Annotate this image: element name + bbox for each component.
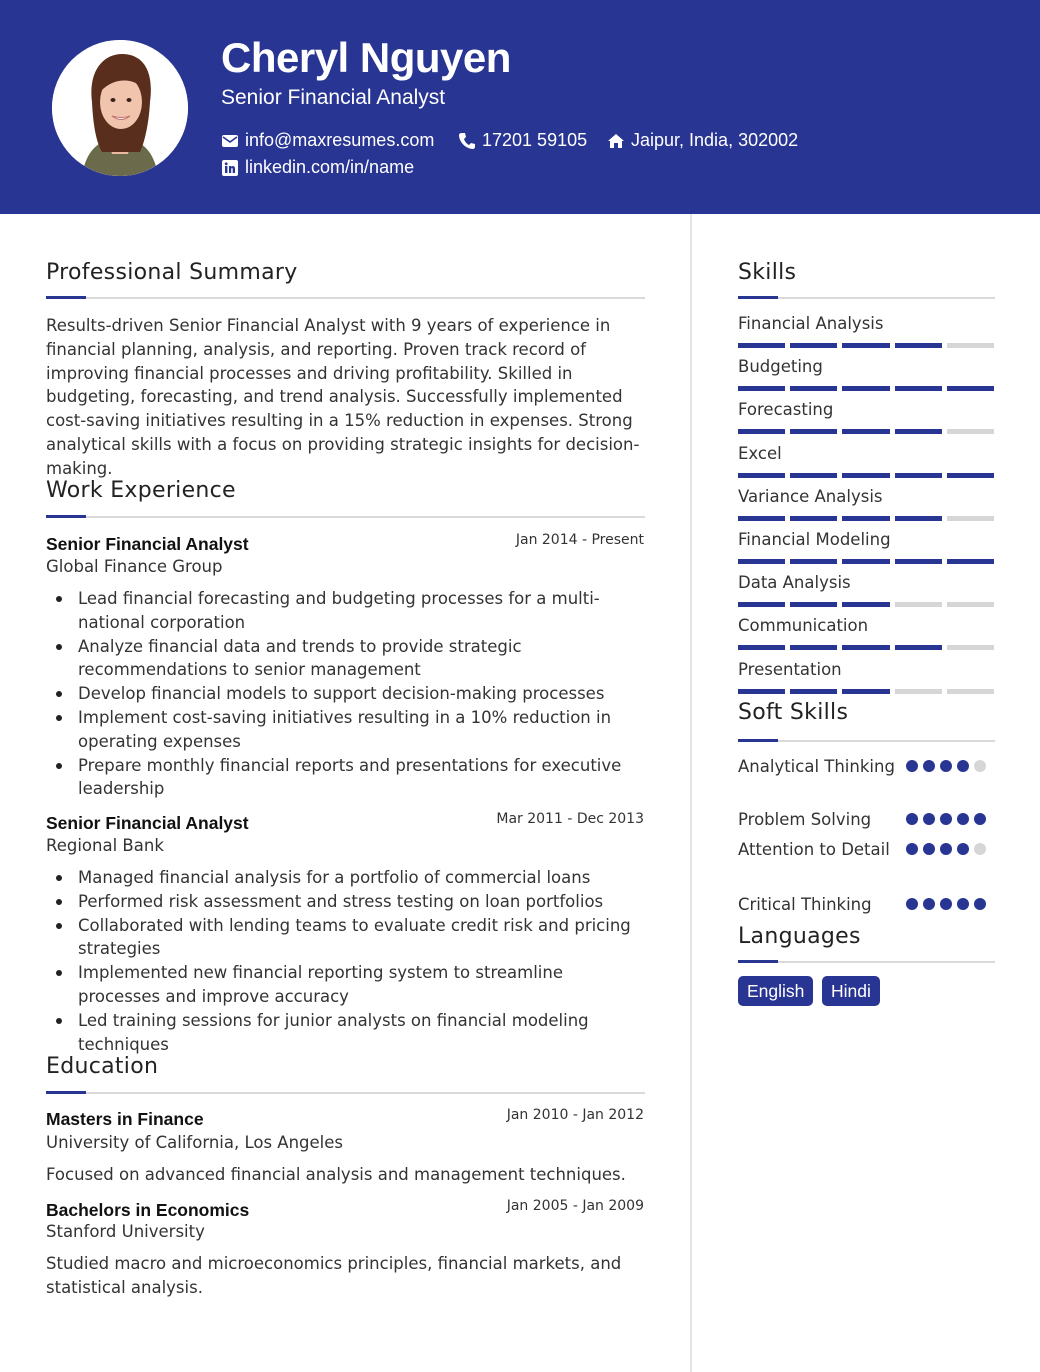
contact-location (607, 130, 798, 151)
skill-bar-segment (738, 473, 785, 478)
soft-skills-heading: Soft Skills (738, 700, 849, 725)
soft-skill-rating (906, 760, 986, 772)
skill-bar-segment (738, 429, 785, 434)
job-2-title: Senior Financial Analyst (46, 813, 249, 833)
skill-name: Excel (738, 443, 782, 463)
email-text: info@maxresumes.com (245, 130, 435, 150)
edu-2-desc: Studied macro and microeconomics principles, financial markets, and statistical analysis. (46, 1254, 622, 1297)
rating-dot (974, 760, 986, 772)
linkedin-icon (221, 159, 239, 177)
skill-bar-segment (790, 602, 837, 607)
contact-linkedin[interactable] (221, 157, 414, 178)
languages-heading: Languages (738, 924, 861, 949)
soft-skill-name: Critical Thinking (738, 895, 872, 914)
edu-2-date: Jan 2005 - Jan 2009 (506, 1198, 644, 1214)
skill-level-bar (738, 473, 994, 478)
experience-rule (46, 516, 645, 518)
soft-skill-rating (906, 898, 986, 910)
skill-bar-segment (738, 559, 785, 564)
list-item: Collaborated with lending teams to evaluate credit risk and pricing strategies (78, 914, 638, 962)
rating-dot (957, 843, 969, 855)
skill-bar-segment (947, 516, 994, 521)
skill-bar-segment (842, 473, 889, 478)
soft-skill-name: Problem Solving (738, 810, 872, 829)
skill-bar-segment (895, 645, 942, 650)
rating-dot (974, 843, 986, 855)
skill-bar-segment (842, 516, 889, 521)
location-text: Jaipur, India, 302002 (631, 130, 799, 150)
rating-dot (940, 813, 952, 825)
skill-name: Communication (738, 616, 869, 636)
skill-bar-segment (790, 386, 837, 391)
soft-skill-name: Analytical Thinking (738, 757, 895, 776)
skills-rule (738, 297, 995, 299)
phone-icon (458, 132, 476, 150)
soft-skill-name: Attention to Detail (738, 840, 890, 859)
experience-heading: Work Experience (46, 478, 236, 503)
education-rule (46, 1092, 645, 1094)
list-item: Implement cost-saving initiatives resulting in a 10% reduction in operating expenses (78, 706, 638, 754)
job-2-date: Mar 2011 - Dec 2013 (496, 811, 644, 827)
summary-text: Results-driven Senior Financial Analyst with 9 years of experience in financial planning, analysis, and reporting. Proven track record of improving financial processes and driving profitability. Skilled in budgeting, forecasting, and trend analysis. Successfully implemented cost-saving initiatives resulting in a 15% reduction in expenses. Strong analytical skills with a focus on providing strategic insights for decision-making. (46, 316, 640, 478)
linkedin-text: linkedin.com/in/name (245, 157, 415, 177)
rating-dot (974, 898, 986, 910)
edu-1-school: University of California, Los Angeles (46, 1133, 344, 1152)
skill-bar-segment (738, 645, 785, 650)
skill-name: Data Analysis (738, 573, 851, 593)
skill-bar-segment (947, 602, 994, 607)
edu-1-desc: Focused on advanced financial analysis and management techniques. (46, 1165, 626, 1184)
job-1-title: Senior Financial Analyst (46, 534, 249, 554)
soft-skills-rule (738, 740, 995, 742)
candidate-name: Cheryl Nguyen (221, 34, 511, 81)
rating-dot (957, 898, 969, 910)
skill-level-bar (738, 343, 994, 348)
skill-bar-segment (947, 386, 994, 391)
skill-name: Budgeting (738, 357, 823, 377)
skill-bar-segment (947, 559, 994, 564)
list-item: Develop financial models to support decision-making processes (78, 682, 638, 706)
skill-bar-segment (895, 429, 942, 434)
skill-bar-segment (790, 429, 837, 434)
rating-dot (906, 898, 918, 910)
skill-bar-segment (842, 386, 889, 391)
rating-dot (940, 843, 952, 855)
skill-bar-segment (842, 429, 889, 434)
list-item: Implemented new financial reporting system to streamline processes and improve accuracy (78, 961, 638, 1009)
skill-bar-segment (947, 343, 994, 348)
soft-skill-rating (906, 843, 986, 855)
skill-bar-segment (947, 473, 994, 478)
skill-level-bar (738, 645, 994, 650)
skill-bar-segment (895, 559, 942, 564)
summary-rule (46, 297, 645, 299)
skill-level-bar (738, 386, 994, 391)
list-item: Lead financial forecasting and budgeting processes for a multi-national corporation (78, 587, 638, 635)
candidate-role: Senior Financial Analyst (221, 86, 446, 109)
job-2-org: Regional Bank (46, 836, 164, 855)
skill-name: Presentation (738, 659, 842, 679)
skill-bar-segment (738, 386, 785, 391)
job-1-date: Jan 2014 - Present (515, 532, 644, 548)
profile-photo (52, 40, 188, 176)
rating-dot (940, 898, 952, 910)
skill-name: Variance Analysis (738, 486, 883, 506)
list-item: Analyze financial data and trends to provide strategic recommendations to senior management (78, 635, 638, 683)
skill-bar-segment (790, 516, 837, 521)
job-1-bullets (78, 587, 638, 801)
skill-bar-segment (842, 602, 889, 607)
language-badge-hindi: Hindi (822, 976, 880, 1006)
skill-bar-segment (895, 473, 942, 478)
resume-header (0, 0, 1040, 214)
column-divider (690, 214, 692, 1372)
list-item: Managed financial analysis for a portfolio of commercial loans (78, 866, 638, 890)
skill-bar-segment (842, 645, 889, 650)
phone-text: 17201 59105 (482, 130, 588, 150)
job-2-bullets (78, 866, 638, 1056)
rating-dot (906, 843, 918, 855)
language-badge-english: English (738, 976, 813, 1006)
skill-name: Forecasting (738, 400, 834, 420)
rating-dot (923, 760, 935, 772)
rating-dot (957, 813, 969, 825)
skill-bar-segment (895, 516, 942, 521)
skill-bar-segment (895, 602, 942, 607)
home-icon (607, 132, 625, 150)
skill-bar-segment (895, 386, 942, 391)
edu-1-date: Jan 2010 - Jan 2012 (506, 1107, 644, 1123)
skill-bar-segment (947, 429, 994, 434)
skill-bar-segment (947, 645, 994, 650)
skills-heading: Skills (738, 260, 797, 285)
languages-rule (738, 961, 995, 963)
skill-bar-segment (895, 343, 942, 348)
rating-dot (906, 760, 918, 772)
rating-dot (906, 813, 918, 825)
rating-dot (923, 813, 935, 825)
skill-level-bar (738, 602, 994, 607)
rating-dot (923, 898, 935, 910)
edu-2-degree: Bachelors in Economics (46, 1200, 250, 1220)
skill-level-bar (738, 689, 994, 694)
skill-bar-segment (790, 689, 837, 694)
list-item: Performed risk assessment and stress testing on loan portfolios (78, 890, 638, 914)
skill-bar-segment (895, 689, 942, 694)
skill-bar-segment (790, 645, 837, 650)
contact-email[interactable] (221, 130, 434, 151)
skill-bar-segment (842, 689, 889, 694)
rating-dot (957, 760, 969, 772)
rating-dot (974, 813, 986, 825)
list-item: Led training sessions for junior analysts on financial modeling techniques (78, 1009, 638, 1057)
skill-bar-segment (790, 473, 837, 478)
education-heading: Education (46, 1054, 159, 1079)
skill-level-bar (738, 429, 994, 434)
skill-bar-segment (790, 559, 837, 564)
skill-bar-segment (842, 343, 889, 348)
skill-bar-segment (738, 343, 785, 348)
skill-name: Financial Modeling (738, 530, 891, 549)
job-1-org: Global Finance Group (46, 557, 223, 576)
skill-level-bar (738, 516, 994, 521)
skill-bar-segment (842, 559, 889, 564)
envelope-icon (221, 132, 239, 150)
edu-1-degree: Masters in Finance (46, 1109, 204, 1129)
summary-heading: Professional Summary (46, 260, 298, 285)
soft-skill-rating (906, 813, 986, 825)
skill-level-bar (738, 559, 994, 564)
rating-dot (923, 843, 935, 855)
skill-bar-segment (738, 602, 785, 607)
skill-bar-segment (738, 689, 785, 694)
skill-bar-segment (790, 343, 837, 348)
contact-phone[interactable] (458, 130, 587, 151)
skill-name: Financial Analysis (738, 314, 884, 333)
list-item: Prepare monthly financial reports and presentations for executive leadership (78, 754, 638, 802)
rating-dot (940, 760, 952, 772)
skill-bar-segment (738, 516, 785, 521)
skill-bar-segment (947, 689, 994, 694)
edu-2-school: Stanford University (46, 1222, 205, 1241)
